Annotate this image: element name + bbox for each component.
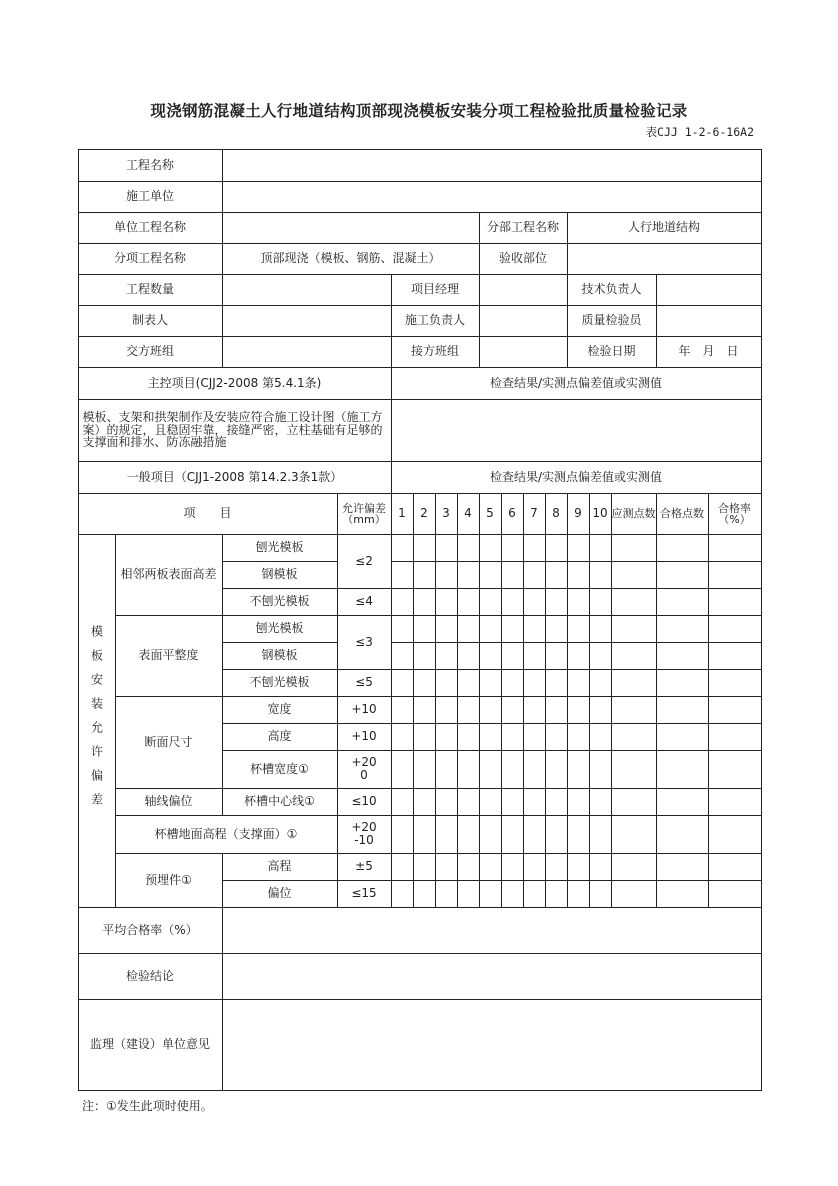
measurement-cell[interactable] [656, 588, 709, 616]
form-title: 现浇钢筋混凝土人行地道结构顶部现浇模板安装分项工程检验批质量检验记录 [150, 102, 688, 120]
measurement-cell[interactable] [708, 696, 762, 724]
measurement-cell[interactable] [501, 750, 524, 789]
measurement-cell[interactable] [501, 561, 524, 589]
measurement-cell[interactable] [479, 696, 502, 724]
item-g2b: 钢模板 [222, 642, 338, 670]
col-point-4: 4 [457, 493, 480, 535]
measurement-cell[interactable] [391, 642, 414, 670]
measurement-cell[interactable] [611, 642, 657, 670]
measurement-cell[interactable] [501, 615, 524, 643]
measurement-cell[interactable] [545, 696, 568, 724]
measurement-cell[interactable] [523, 561, 546, 589]
measurement-cell[interactable] [708, 669, 762, 697]
measurement-cell[interactable] [523, 815, 546, 854]
measurement-cell[interactable] [391, 750, 414, 789]
col-point-7: 7 [523, 493, 546, 535]
measurement-cell[interactable] [501, 815, 524, 854]
label-quantity: 工程数量 [78, 274, 223, 306]
measurement-cell[interactable] [501, 534, 524, 562]
measurement-cell[interactable] [589, 853, 612, 881]
tolerance-value: ≤5 [337, 669, 392, 697]
measurement-cell[interactable] [656, 788, 709, 816]
measurement-cell[interactable] [413, 788, 436, 816]
construction-unit-field[interactable] [222, 181, 762, 213]
measurement-cell[interactable] [523, 696, 546, 724]
measurement-cell[interactable] [457, 723, 480, 751]
tolerance-value: ±5 [337, 853, 392, 881]
measurement-cell[interactable] [656, 880, 709, 908]
measurement-cell[interactable] [589, 788, 612, 816]
measurement-cell[interactable] [413, 534, 436, 562]
measurement-cell[interactable] [589, 561, 612, 589]
tolerance-value: ≤10 [337, 788, 392, 816]
measurement-cell[interactable] [708, 642, 762, 670]
tolerance-upper: +20 [351, 820, 377, 835]
measurement-cell[interactable] [391, 696, 414, 724]
measurement-cell[interactable] [523, 853, 546, 881]
measurement-cell[interactable] [457, 669, 480, 697]
measurement-cell[interactable] [611, 750, 657, 789]
col-point-5: 5 [479, 493, 502, 535]
measurement-cell[interactable] [611, 534, 657, 562]
measurement-cell[interactable] [708, 615, 762, 643]
col-pass-rate: 合格率（%） [708, 493, 762, 535]
measurement-cell[interactable] [413, 615, 436, 643]
project-manager-field[interactable] [479, 274, 568, 306]
measurement-cell[interactable] [435, 696, 458, 724]
measurement-cell[interactable] [479, 853, 502, 881]
label-handover-team: 交方班组 [78, 336, 223, 368]
col-point-6: 6 [501, 493, 524, 535]
measurement-cell[interactable] [501, 880, 524, 908]
measurement-cell[interactable] [457, 696, 480, 724]
col-should-measure: 应测点数 [611, 493, 657, 535]
measurement-cell[interactable] [545, 615, 568, 643]
col-point-3: 3 [435, 493, 458, 535]
measurement-cell[interactable] [708, 588, 762, 616]
measurement-cell[interactable] [523, 669, 546, 697]
label-site-lead: 施工负责人 [391, 305, 480, 337]
measurement-cell[interactable] [589, 642, 612, 670]
measurement-cell[interactable] [457, 588, 480, 616]
group-axis-offset: 轴线偏位 [115, 788, 223, 816]
main-control-requirement: 模板、支架和拱架制作及安装应符合施工设计图（施工方案）的规定，且稳固牢靠，接缝严密，立柱基础有足够的支撑面和排水、防冻融措施 [78, 399, 392, 462]
label-project-manager: 项目经理 [391, 274, 480, 306]
measurement-cell[interactable] [656, 561, 709, 589]
measurement-cell[interactable] [457, 642, 480, 670]
measurement-cell[interactable] [501, 642, 524, 670]
measurement-cell[interactable] [567, 880, 590, 908]
measurement-cell[interactable] [708, 880, 762, 908]
measurement-cell[interactable] [567, 815, 590, 854]
measurement-cell[interactable] [413, 815, 436, 854]
measurement-cell[interactable] [435, 534, 458, 562]
measurement-cell[interactable] [567, 561, 590, 589]
label-average-pass-rate: 平均合格率（%） [78, 907, 223, 954]
item-cup-bottom-elevation: 杯槽地面高程（支撑面）① [115, 815, 338, 854]
measurement-cell[interactable] [708, 853, 762, 881]
measurement-cell[interactable] [501, 788, 524, 816]
item-g1b: 钢模板 [222, 561, 338, 589]
measurement-cell[interactable] [523, 723, 546, 751]
item-g2a: 刨光模板 [222, 615, 338, 643]
measurement-cell[interactable] [391, 561, 414, 589]
label-construction-unit: 施工单位 [78, 181, 223, 213]
measurement-cell[interactable] [391, 723, 414, 751]
measurement-cell[interactable] [611, 669, 657, 697]
measurement-cell[interactable] [391, 534, 414, 562]
acceptance-part-field[interactable] [567, 243, 762, 275]
site-lead-field[interactable] [479, 305, 568, 337]
item-g4a: 杯槽中心线① [222, 788, 338, 816]
measurement-cell[interactable] [413, 750, 436, 789]
measurement-cell[interactable] [435, 853, 458, 881]
measurement-cell[interactable] [413, 588, 436, 616]
measurement-cell[interactable] [413, 696, 436, 724]
group-label-formwork: 模板安装允许偏差 [89, 624, 104, 817]
measurement-cell[interactable] [523, 750, 546, 789]
item-g3b: 高度 [222, 723, 338, 751]
group-flatness: 表面平整度 [115, 615, 223, 697]
measurement-cell[interactable] [589, 615, 612, 643]
measurement-cell[interactable] [545, 750, 568, 789]
average-pass-rate-field[interactable] [222, 907, 762, 954]
measurement-cell[interactable] [479, 642, 502, 670]
measurement-cell[interactable] [567, 853, 590, 881]
measurement-cell[interactable] [413, 723, 436, 751]
measurement-cell[interactable] [611, 853, 657, 881]
measurement-cell[interactable] [479, 880, 502, 908]
label-subitem: 分项工程名称 [78, 243, 223, 275]
measurement-cell[interactable] [457, 615, 480, 643]
col-point-8: 8 [545, 493, 568, 535]
supervisor-opinion-field[interactable] [222, 999, 762, 1091]
measurement-cell[interactable] [479, 534, 502, 562]
measurement-cell[interactable] [391, 853, 414, 881]
measurement-cell[interactable] [708, 561, 762, 589]
measurement-cell[interactable] [656, 696, 709, 724]
col-item-header: 项 目 [78, 493, 338, 535]
inspection-date-field[interactable]: 年 月 日 [656, 336, 762, 368]
measurement-cell[interactable] [567, 723, 590, 751]
measurement-cell[interactable] [589, 669, 612, 697]
measurement-cell[interactable] [501, 669, 524, 697]
tolerance-upper: +20 [351, 755, 377, 770]
col-point-9: 9 [567, 493, 590, 535]
tolerance-value: ≤15 [337, 880, 392, 908]
label-preparer: 制表人 [78, 305, 223, 337]
measurement-cell[interactable] [567, 696, 590, 724]
measurement-cell[interactable] [611, 815, 657, 854]
col-pass-count: 合格点数 [656, 493, 709, 535]
measurement-cell[interactable] [589, 723, 612, 751]
measurement-cell[interactable] [413, 853, 436, 881]
measurement-cell[interactable] [457, 788, 480, 816]
item-g3c: 杯槽宽度① [222, 750, 338, 789]
measurement-cell[interactable] [435, 723, 458, 751]
measurement-cell[interactable] [545, 588, 568, 616]
group-label-cell [78, 534, 116, 908]
measurement-cell[interactable] [567, 615, 590, 643]
measurement-cell[interactable] [457, 750, 480, 789]
item-g6b: 偏位 [222, 880, 338, 908]
item-g2c: 不刨光模板 [222, 669, 338, 697]
measurement-cell[interactable] [589, 588, 612, 616]
measurement-cell[interactable] [391, 588, 414, 616]
measurement-cell[interactable] [435, 815, 458, 854]
measurement-cell[interactable] [479, 615, 502, 643]
measurement-cell[interactable] [501, 723, 524, 751]
item-g1a: 刨光模板 [222, 534, 338, 562]
measurement-cell[interactable] [457, 853, 480, 881]
item-g3a: 宽度 [222, 696, 338, 724]
measurement-cell[interactable] [391, 815, 414, 854]
measurement-cell[interactable] [391, 669, 414, 697]
general-items-label: 一般项目（CJJ1-2008 第14.2.3条1款） [78, 461, 392, 494]
tolerance-value: +10 [337, 696, 392, 724]
main-control-label: 主控项目(CJJ2-2008 第5.4.1条) [78, 367, 392, 400]
measurement-cell[interactable] [523, 880, 546, 908]
col-tolerance-header: 允许偏差（mm） [337, 493, 392, 535]
tolerance-value: +10 [337, 723, 392, 751]
receiver-team-field[interactable] [479, 336, 568, 368]
measurement-cell[interactable] [523, 788, 546, 816]
tolerance-lower: -10 [354, 833, 374, 847]
measurement-cell[interactable] [479, 723, 502, 751]
tolerance-lower: 0 [360, 768, 368, 782]
tolerance-value: ≤3 [337, 615, 392, 670]
measurement-cell[interactable] [391, 788, 414, 816]
measurement-cell[interactable] [611, 615, 657, 643]
measurement-cell[interactable] [545, 642, 568, 670]
measurement-cell[interactable] [589, 696, 612, 724]
col-point-1: 1 [391, 493, 414, 535]
measurement-cell[interactable] [656, 723, 709, 751]
measurement-cell[interactable] [656, 669, 709, 697]
measurement-cell[interactable] [611, 788, 657, 816]
footnote: 注：①发生此项时使用。 [82, 1099, 213, 1113]
measurement-cell[interactable] [479, 669, 502, 697]
main-control-result-field[interactable] [391, 399, 762, 462]
division-field[interactable]: 人行地道结构 [567, 212, 762, 244]
measurement-cell[interactable] [611, 880, 657, 908]
measurement-cell[interactable] [413, 561, 436, 589]
measurement-cell[interactable] [545, 788, 568, 816]
measurement-cell[interactable] [479, 750, 502, 789]
measurement-cell[interactable] [391, 615, 414, 643]
label-project-name: 工程名称 [78, 149, 223, 182]
main-control-result-header: 检查结果/实测点偏差值或实测值 [391, 367, 762, 400]
tolerance-value [337, 750, 392, 789]
label-unit-project: 单位工程名称 [78, 212, 223, 244]
measurement-cell[interactable] [656, 615, 709, 643]
measurement-cell[interactable] [435, 561, 458, 589]
measurement-cell[interactable] [656, 750, 709, 789]
measurement-cell[interactable] [708, 534, 762, 562]
measurement-cell[interactable] [708, 815, 762, 854]
measurement-cell[interactable] [545, 561, 568, 589]
measurement-cell[interactable] [501, 853, 524, 881]
measurement-cell[interactable] [567, 588, 590, 616]
preparer-field[interactable] [222, 305, 392, 337]
measurement-cell[interactable] [567, 642, 590, 670]
general-result-header: 检查结果/实测点偏差值或实测值 [391, 461, 762, 494]
group-adjacent-height: 相邻两板表面高差 [115, 534, 223, 616]
tolerance-value: ≤2 [337, 534, 392, 589]
measurement-cell[interactable] [545, 534, 568, 562]
measurement-cell[interactable] [545, 669, 568, 697]
measurement-cell[interactable] [457, 561, 480, 589]
measurement-cell[interactable] [457, 880, 480, 908]
col-point-10: 10 [589, 493, 612, 535]
quality-inspector-field[interactable] [656, 305, 762, 337]
handover-team-field[interactable] [222, 336, 392, 368]
label-tech-lead: 技术负责人 [567, 274, 657, 306]
measurement-cell[interactable] [413, 880, 436, 908]
measurement-cell[interactable] [656, 642, 709, 670]
measurement-cell[interactable] [545, 880, 568, 908]
measurement-cell[interactable] [589, 815, 612, 854]
measurement-cell[interactable] [567, 788, 590, 816]
quantity-field[interactable] [222, 274, 392, 306]
col-point-2: 2 [413, 493, 436, 535]
measurement-cell[interactable] [435, 669, 458, 697]
label-supervisor-opinion: 监理（建设）单位意见 [78, 999, 223, 1091]
measurement-cell[interactable] [567, 750, 590, 789]
tolerance-value [337, 815, 392, 854]
measurement-cell[interactable] [479, 588, 502, 616]
measurement-cell[interactable] [523, 534, 546, 562]
measurement-cell[interactable] [545, 723, 568, 751]
measurement-cell[interactable] [413, 642, 436, 670]
measurement-cell[interactable] [708, 723, 762, 751]
measurement-cell[interactable] [656, 853, 709, 881]
label-conclusion: 检验结论 [78, 953, 223, 1000]
measurement-cell[interactable] [656, 534, 709, 562]
measurement-cell[interactable] [611, 696, 657, 724]
measurement-cell[interactable] [589, 534, 612, 562]
label-inspection-date: 检验日期 [567, 336, 657, 368]
label-receiver-team: 接方班组 [391, 336, 480, 368]
measurement-cell[interactable] [708, 788, 762, 816]
measurement-cell[interactable] [611, 561, 657, 589]
label-division: 分部工程名称 [479, 212, 568, 244]
measurement-cell[interactable] [523, 642, 546, 670]
measurement-cell[interactable] [523, 615, 546, 643]
measurement-cell[interactable] [435, 615, 458, 643]
measurement-cell[interactable] [567, 669, 590, 697]
tolerance-value: ≤4 [337, 588, 392, 616]
measurement-cell[interactable] [545, 815, 568, 854]
measurement-cell[interactable] [479, 788, 502, 816]
group-embedded-parts: 预埋件① [115, 853, 223, 908]
project-name-field[interactable] [222, 149, 762, 182]
measurement-cell[interactable] [567, 534, 590, 562]
measurement-cell[interactable] [413, 669, 436, 697]
measurement-cell[interactable] [435, 642, 458, 670]
tech-lead-field[interactable] [656, 274, 762, 306]
item-g1c: 不刨光模板 [222, 588, 338, 616]
measurement-cell[interactable] [457, 815, 480, 854]
subitem-field[interactable]: 顶部现浇（模板、钢筋、混凝土） [222, 243, 480, 275]
measurement-cell[interactable] [435, 880, 458, 908]
item-g6a: 高程 [222, 853, 338, 881]
unit-project-field[interactable] [222, 212, 480, 244]
measurement-cell[interactable] [435, 588, 458, 616]
measurement-cell[interactable] [611, 588, 657, 616]
measurement-cell[interactable] [708, 750, 762, 789]
measurement-cell[interactable] [501, 588, 524, 616]
measurement-cell[interactable] [523, 588, 546, 616]
measurement-cell[interactable] [479, 815, 502, 854]
measurement-cell[interactable] [589, 880, 612, 908]
form-code: 表CJJ 1-2-6-16A2 [645, 125, 754, 139]
label-acceptance-part: 验收部位 [479, 243, 568, 275]
measurement-cell[interactable] [479, 561, 502, 589]
measurement-cell[interactable] [545, 853, 568, 881]
measurement-cell[interactable] [589, 750, 612, 789]
measurement-cell[interactable] [435, 750, 458, 789]
measurement-cell[interactable] [656, 815, 709, 854]
measurement-cell[interactable] [435, 788, 458, 816]
measurement-cell[interactable] [501, 696, 524, 724]
measurement-cell[interactable] [457, 534, 480, 562]
label-quality-inspector: 质量检验员 [567, 305, 657, 337]
measurement-cell[interactable] [611, 723, 657, 751]
group-section-size: 断面尺寸 [115, 696, 223, 789]
measurement-cell[interactable] [391, 880, 414, 908]
conclusion-field[interactable] [222, 953, 762, 1000]
